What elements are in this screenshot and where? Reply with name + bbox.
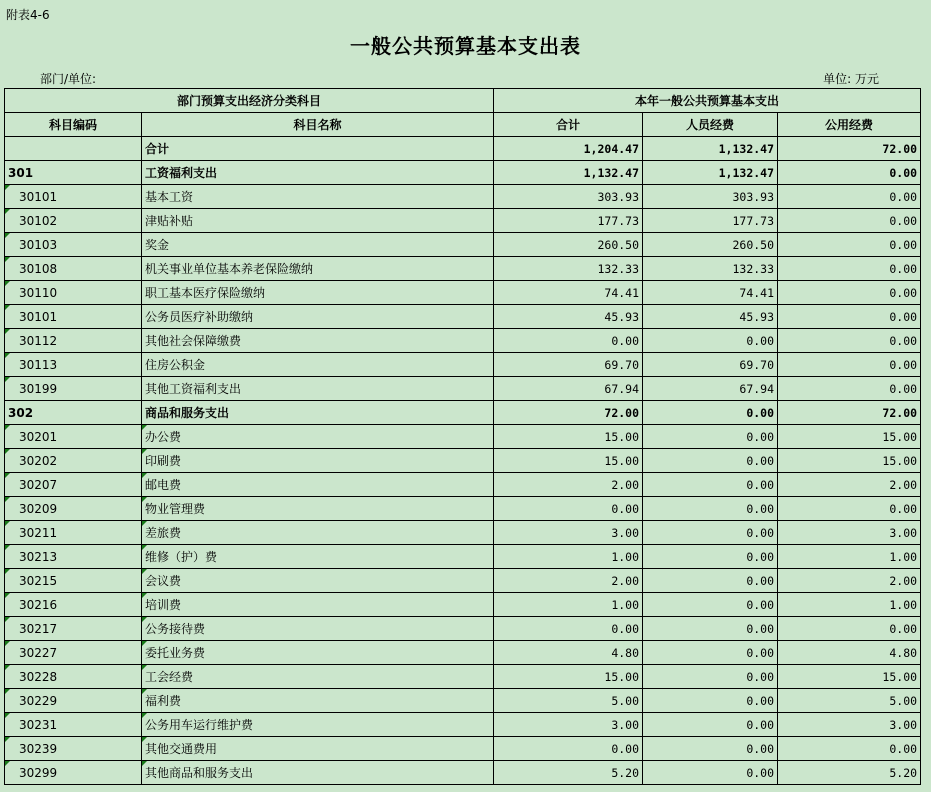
cell-total[interactable]: 2.00 — [494, 473, 643, 497]
cell-public[interactable]: 3.00 — [778, 713, 921, 737]
cell-total[interactable]: 1,204.47 — [494, 137, 643, 161]
table-row — [5, 521, 921, 545]
cell-personnel[interactable]: 0.00 — [643, 665, 778, 689]
cell-code[interactable]: 30101 — [5, 185, 142, 209]
cell-name[interactable]: 其他交通费用 — [142, 737, 494, 761]
cell-public[interactable]: 0.00 — [778, 257, 921, 281]
cell-name[interactable]: 会议费 — [142, 569, 494, 593]
cell-public[interactable]: 3.00 — [778, 521, 921, 545]
cell-total[interactable]: 67.94 — [494, 377, 643, 401]
cell-public[interactable]: 5.00 — [778, 689, 921, 713]
table-row — [5, 737, 921, 761]
cell-public[interactable]: 4.80 — [778, 641, 921, 665]
table-row — [5, 593, 921, 617]
table-row — [5, 665, 921, 689]
cell-name[interactable]: 维修（护）费 — [142, 545, 494, 569]
header-name[interactable]: 科目名称 — [142, 113, 494, 137]
cell-name[interactable]: 其他社会保障缴费 — [142, 329, 494, 353]
cell-total[interactable]: 74.41 — [494, 281, 643, 305]
cell-code[interactable]: 30112 — [5, 329, 142, 353]
cell-code[interactable]: 30216 — [5, 593, 142, 617]
cell-personnel[interactable]: 0.00 — [643, 689, 778, 713]
cell-code[interactable]: 30229 — [5, 689, 142, 713]
cell-total[interactable]: 132.33 — [494, 257, 643, 281]
cell-total[interactable]: 15.00 — [494, 449, 643, 473]
cell-total[interactable]: 1,132.47 — [494, 161, 643, 185]
cell-name[interactable]: 福利费 — [142, 689, 494, 713]
cell-personnel[interactable]: 0.00 — [643, 713, 778, 737]
table-row — [5, 473, 921, 497]
cell-public[interactable]: 0.00 — [778, 305, 921, 329]
cell-public[interactable]: 0.00 — [778, 377, 921, 401]
cell-public[interactable]: 0.00 — [778, 329, 921, 353]
cell-total[interactable]: 72.00 — [494, 401, 643, 425]
cell-name[interactable]: 住房公积金 — [142, 353, 494, 377]
cell-personnel[interactable]: 74.41 — [643, 281, 778, 305]
cell-code[interactable]: 30299 — [5, 761, 142, 785]
cell-personnel[interactable]: 303.93 — [643, 185, 778, 209]
table-row — [5, 233, 921, 257]
cell-personnel[interactable]: 69.70 — [643, 353, 778, 377]
cell-public[interactable]: 2.00 — [778, 473, 921, 497]
cell-public[interactable]: 72.00 — [778, 401, 921, 425]
cell-personnel[interactable]: 0.00 — [643, 449, 778, 473]
cell-total[interactable]: 3.00 — [494, 521, 643, 545]
cell-code[interactable]: 30239 — [5, 737, 142, 761]
cell-personnel[interactable]: 177.73 — [643, 209, 778, 233]
cell-name[interactable]: 津贴补贴 — [142, 209, 494, 233]
cell-total[interactable]: 177.73 — [494, 209, 643, 233]
budget-table — [4, 88, 921, 785]
cell-personnel[interactable]: 0.00 — [643, 521, 778, 545]
cell-public[interactable]: 2.00 — [778, 569, 921, 593]
cell-public[interactable]: 5.20 — [778, 761, 921, 785]
cell-personnel[interactable]: 0.00 — [643, 425, 778, 449]
cell-code[interactable]: 30215 — [5, 569, 142, 593]
cell-name[interactable]: 公务员医疗补助缴纳 — [142, 305, 494, 329]
cell-name[interactable]: 机关事业单位基本养老保险缴纳 — [142, 257, 494, 281]
cell-name[interactable]: 办公费 — [142, 425, 494, 449]
cell-total[interactable]: 69.70 — [494, 353, 643, 377]
cell-name[interactable]: 委托业务费 — [142, 641, 494, 665]
table-row — [5, 761, 921, 785]
table-row — [5, 329, 921, 353]
cell-code[interactable]: 30217 — [5, 617, 142, 641]
header-group-left[interactable]: 部门预算支出经济分类科目 — [5, 89, 494, 113]
cell-code[interactable]: 30108 — [5, 257, 142, 281]
cell-name[interactable]: 物业管理费 — [142, 497, 494, 521]
cell-public[interactable]: 0.00 — [778, 161, 921, 185]
cell-personnel[interactable]: 0.00 — [643, 329, 778, 353]
cell-code[interactable]: 30207 — [5, 473, 142, 497]
table-row — [5, 353, 921, 377]
cell-name[interactable]: 公务接待费 — [142, 617, 494, 641]
table-row — [5, 305, 921, 329]
cell-public[interactable]: 0.00 — [778, 617, 921, 641]
cell-public[interactable]: 0.00 — [778, 185, 921, 209]
table-row — [5, 713, 921, 737]
cell-total[interactable]: 303.93 — [494, 185, 643, 209]
cell-total[interactable]: 1.00 — [494, 593, 643, 617]
cell-code[interactable]: 30227 — [5, 641, 142, 665]
cell-total[interactable]: 15.00 — [494, 425, 643, 449]
table-row — [5, 377, 921, 401]
cell-name[interactable]: 差旅费 — [142, 521, 494, 545]
cell-total[interactable]: 15.00 — [494, 665, 643, 689]
cell-personnel[interactable]: 0.00 — [643, 617, 778, 641]
cell-personnel[interactable]: 0.00 — [643, 761, 778, 785]
cell-code[interactable] — [5, 137, 142, 161]
table-row — [5, 617, 921, 641]
cell-name[interactable]: 邮电费 — [142, 473, 494, 497]
cell-code[interactable]: 30113 — [5, 353, 142, 377]
table-row — [5, 401, 921, 425]
cell-code[interactable]: 30199 — [5, 377, 142, 401]
cell-name[interactable]: 培训费 — [142, 593, 494, 617]
cell-personnel[interactable]: 0.00 — [643, 473, 778, 497]
header-public[interactable]: 公用经费 — [778, 113, 921, 137]
cell-personnel[interactable]: 67.94 — [643, 377, 778, 401]
cell-personnel[interactable]: 0.00 — [643, 737, 778, 761]
cell-total[interactable]: 0.00 — [494, 329, 643, 353]
cell-public[interactable]: 0.00 — [778, 497, 921, 521]
cell-name[interactable]: 其他工资福利支出 — [142, 377, 494, 401]
cell-total[interactable]: 0.00 — [494, 617, 643, 641]
cell-code[interactable]: 30211 — [5, 521, 142, 545]
cell-total[interactable]: 4.80 — [494, 641, 643, 665]
cell-personnel[interactable]: 0.00 — [643, 641, 778, 665]
table-row — [5, 569, 921, 593]
cell-total[interactable]: 0.00 — [494, 737, 643, 761]
table-row — [5, 545, 921, 569]
page-title: 一般公共预算基本支出表 — [350, 34, 581, 58]
total-row — [5, 137, 921, 161]
cell-code[interactable]: 30101 — [5, 305, 142, 329]
cell-personnel[interactable]: 132.33 — [643, 257, 778, 281]
cell-personnel[interactable]: 1,132.47 — [643, 161, 778, 185]
cell-personnel[interactable]: 260.50 — [643, 233, 778, 257]
cell-public[interactable]: 1.00 — [778, 545, 921, 569]
header-group-right[interactable]: 本年一般公共预算基本支出 — [494, 89, 921, 113]
cell-name[interactable]: 工资福利支出 — [142, 161, 494, 185]
header-code[interactable]: 科目编码 — [5, 113, 142, 137]
cell-total[interactable]: 5.00 — [494, 689, 643, 713]
table-row — [5, 185, 921, 209]
cell-total[interactable]: 0.00 — [494, 497, 643, 521]
cell-name[interactable]: 职工基本医疗保险缴纳 — [142, 281, 494, 305]
cell-public[interactable]: 0.00 — [778, 281, 921, 305]
cell-public[interactable]: 0.00 — [778, 737, 921, 761]
dept-label: 部门/单位: — [40, 72, 97, 86]
cell-personnel[interactable]: 0.00 — [643, 569, 778, 593]
cell-code[interactable]: 30201 — [5, 425, 142, 449]
unit-label: 单位: 万元 — [823, 72, 879, 86]
table-row — [5, 161, 921, 185]
cell-public[interactable]: 1.00 — [778, 593, 921, 617]
table-row — [5, 281, 921, 305]
cell-name[interactable]: 基本工资 — [142, 185, 494, 209]
cell-total[interactable]: 260.50 — [494, 233, 643, 257]
cell-public[interactable]: 0.00 — [778, 209, 921, 233]
cell-public[interactable]: 15.00 — [778, 665, 921, 689]
cell-total[interactable]: 1.00 — [494, 545, 643, 569]
cell-total[interactable]: 5.20 — [494, 761, 643, 785]
header-total[interactable]: 合计 — [494, 113, 643, 137]
cell-personnel[interactable]: 45.93 — [643, 305, 778, 329]
cell-public[interactable]: 15.00 — [778, 425, 921, 449]
header-personnel[interactable]: 人员经费 — [643, 113, 778, 137]
cell-name[interactable]: 印刷费 — [142, 449, 494, 473]
cell-personnel[interactable]: 0.00 — [643, 593, 778, 617]
cell-public[interactable]: 0.00 — [778, 233, 921, 257]
cell-personnel[interactable]: 1,132.47 — [643, 137, 778, 161]
cell-name[interactable]: 公务用车运行维护费 — [142, 713, 494, 737]
cell-code[interactable]: 30231 — [5, 713, 142, 737]
cell-code[interactable]: 302 — [5, 401, 142, 425]
table-row — [5, 209, 921, 233]
cell-total[interactable]: 3.00 — [494, 713, 643, 737]
cell-code[interactable]: 30209 — [5, 497, 142, 521]
cell-personnel[interactable]: 0.00 — [643, 497, 778, 521]
table-row — [5, 641, 921, 665]
table-row — [5, 257, 921, 281]
cell-name[interactable]: 工会经费 — [142, 665, 494, 689]
cell-code[interactable]: 30228 — [5, 665, 142, 689]
table-row — [5, 497, 921, 521]
cell-total[interactable]: 45.93 — [494, 305, 643, 329]
cell-public[interactable]: 72.00 — [778, 137, 921, 161]
cell-public[interactable]: 0.00 — [778, 353, 921, 377]
cell-total[interactable]: 2.00 — [494, 569, 643, 593]
cell-name[interactable]: 商品和服务支出 — [142, 401, 494, 425]
cell-code[interactable]: 30103 — [5, 233, 142, 257]
cell-personnel[interactable]: 0.00 — [643, 401, 778, 425]
cell-code[interactable]: 30213 — [5, 545, 142, 569]
attachment-tag: 附表4-6 — [6, 8, 50, 22]
table-row — [5, 449, 921, 473]
cell-personnel[interactable]: 0.00 — [643, 545, 778, 569]
cell-public[interactable]: 15.00 — [778, 449, 921, 473]
cell-name[interactable]: 其他商品和服务支出 — [142, 761, 494, 785]
cell-code[interactable]: 30202 — [5, 449, 142, 473]
cell-code[interactable]: 301 — [5, 161, 142, 185]
cell-code[interactable]: 30110 — [5, 281, 142, 305]
table-row — [5, 425, 921, 449]
cell-name[interactable]: 合计 — [142, 137, 494, 161]
table-row — [5, 689, 921, 713]
cell-name[interactable]: 奖金 — [142, 233, 494, 257]
cell-code[interactable]: 30102 — [5, 209, 142, 233]
